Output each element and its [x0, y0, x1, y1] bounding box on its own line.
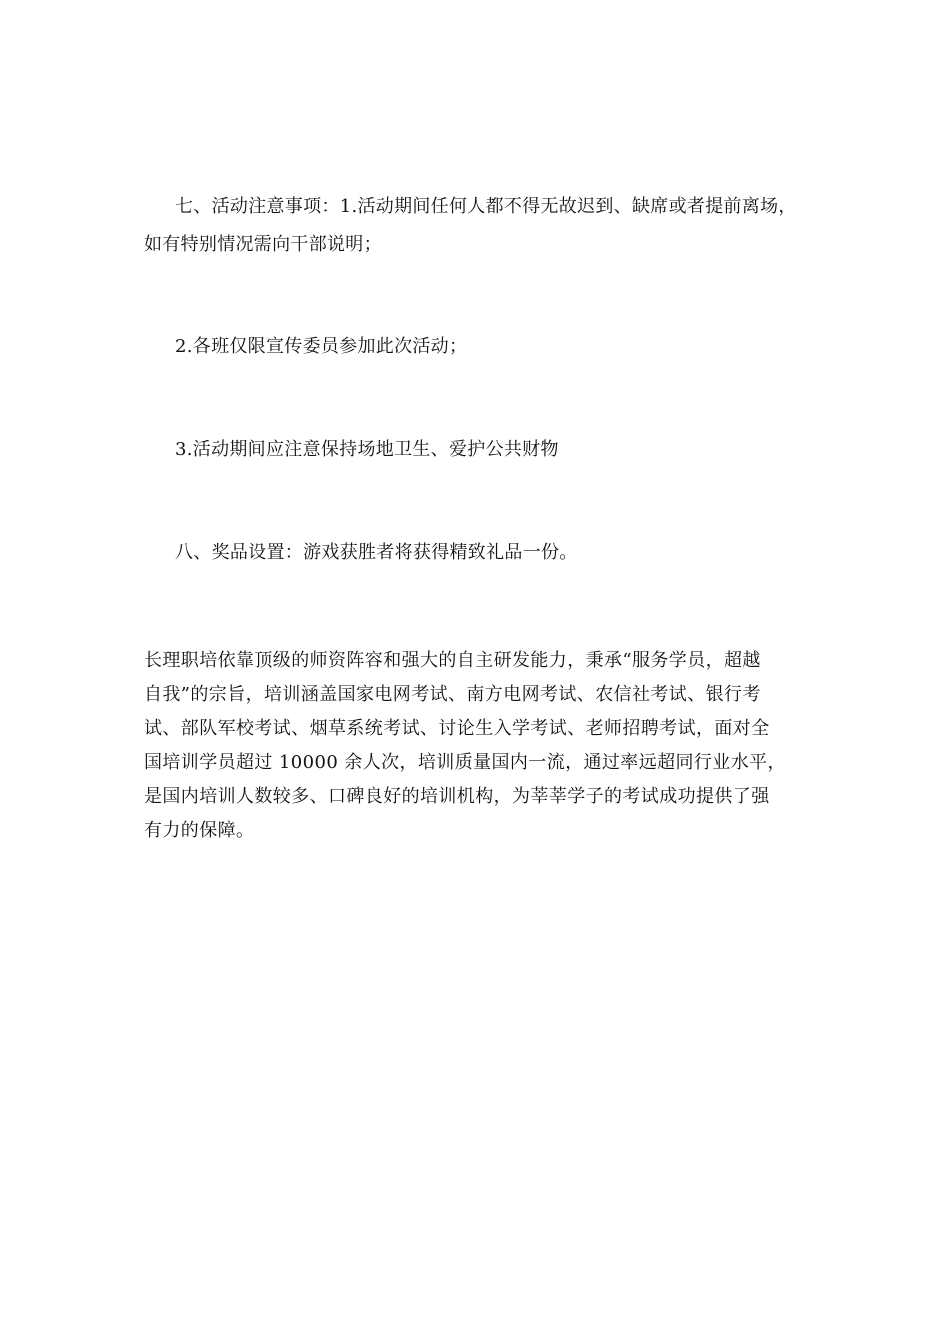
promo-line: 是国内培训人数较多、口碑良好的培训机构，为莘莘学子的考试成功提供了强 [144, 786, 770, 807]
promo-line: 国培训学员超过 10000 余人次，培训质量国内一流，通过率远超同行业水平， [144, 752, 786, 773]
promo-line: 自我”的宗旨，培训涵盖国家电网考试、南方电网考试、农信社考试、银行考 [144, 684, 761, 705]
promo-line: 有力的保障。 [144, 820, 255, 841]
section8-prizes: 八、奖品设置：游戏获胜者将获得精致礼品一份。 [175, 542, 578, 563]
section7-line1: 七、活动注意事项：1.活动期间任何人都不得无故迟到、缺席或者提前离场， [175, 196, 797, 217]
section7-line2: 如有特别情况需向干部说明； [144, 234, 382, 255]
note-item-3: 3.活动期间应注意保持场地卫生、爱护公共财物 [175, 439, 559, 460]
promo-line: 试、部队军校考试、烟草系统考试、讨论生入学考试、老师招聘考试，面对全 [144, 718, 770, 739]
promo-paragraph [144, 644, 786, 848]
promo-line: 长理职培依靠顶级的师资阵容和强大的自主研发能力，秉承“服务学员，超越 [144, 650, 761, 671]
note-item-2: 2.各班仅限宣传委员参加此次活动； [175, 336, 468, 357]
